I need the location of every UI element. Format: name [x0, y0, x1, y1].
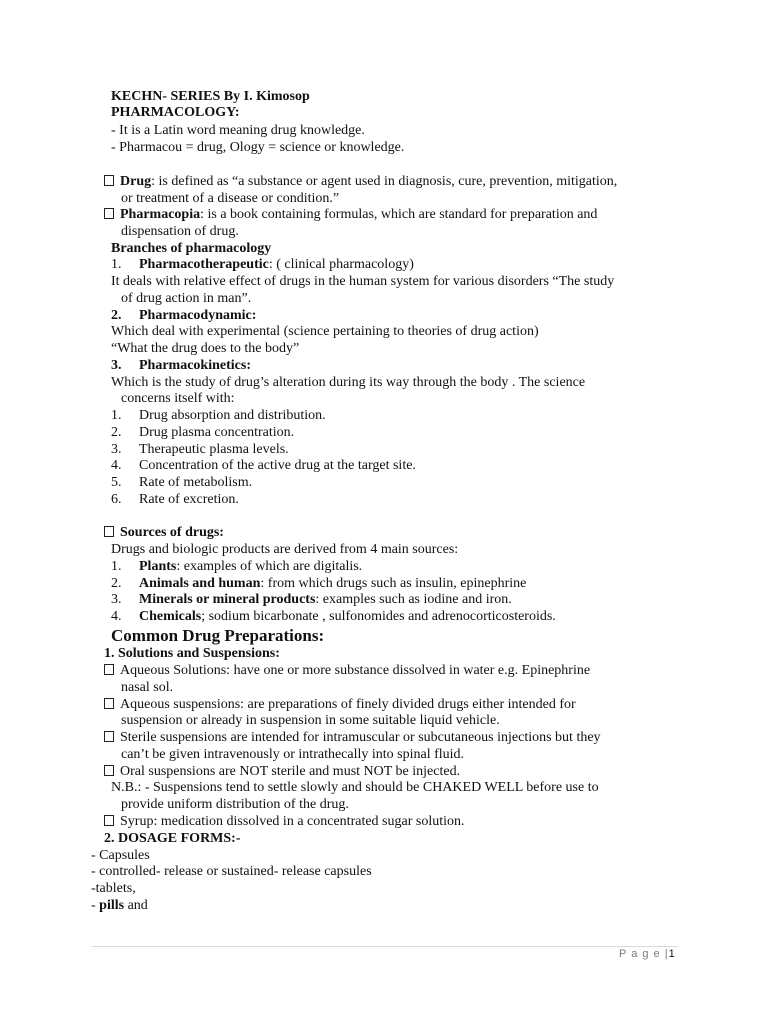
bullet-item: Sterile suspensions are intended for intramuscular or subcutaneous injections but they: [104, 729, 601, 746]
subheading: 1. Solutions and Suspensions:: [104, 646, 280, 661]
numbered-item: 4. Concentration of the active drug at the target site.: [111, 458, 416, 473]
bullet-box-icon: [104, 664, 114, 675]
list-item: - pills and: [91, 898, 148, 913]
page-footer: P a g e |1: [619, 948, 675, 960]
section-title: PHARMACOLOGY:: [111, 105, 240, 120]
footer-divider: [92, 946, 678, 947]
text-line: It deals with relative effect of drugs in the human system for various disorders “The study: [111, 274, 615, 289]
text-line: Which deal with experimental (science pertaining to theories of drug action): [111, 324, 539, 339]
text-line: N.B.: - Suspensions tend to settle slowly and should be CHAKED WELL before use to: [111, 780, 599, 795]
bullet-box-icon: [104, 175, 114, 186]
bullet-item: Oral suspensions are NOT sterile and must NOT be injected.: [104, 763, 460, 780]
numbered-item: 5. Rate of metabolism.: [111, 475, 253, 490]
numbered-item: 3. Therapeutic plasma levels.: [111, 442, 289, 457]
list-item: - controlled- release or sustained- release capsules: [91, 864, 372, 879]
document-header: KECHN- SERIES By I. Kimosop: [111, 89, 310, 104]
text-line: can’t be given intravenously or intrathecally into spinal fluid.: [121, 747, 465, 762]
text-line: dispensation of drug.: [121, 224, 239, 239]
numbered-item: 3. Pharmacokinetics:: [111, 358, 251, 373]
numbered-item: 2. Animals and human: from which drugs such as insulin, epinephrine: [111, 576, 527, 591]
bullet-box-icon: [104, 698, 114, 709]
bullet-item: Pharmacopia: is a book containing formulas, which are standard for preparation and: [104, 206, 597, 223]
text-line: or treatment of a disease or condition.”: [121, 191, 340, 206]
text-line: “What the drug does to the body”: [111, 341, 300, 356]
subheading: Branches of pharmacology: [111, 241, 272, 256]
text-line: nasal sol.: [121, 680, 174, 695]
text-line: Which is the study of drug’s alteration during its way through the body . The science: [111, 375, 586, 390]
bullet-box-icon: [104, 526, 114, 537]
text-line: concerns itself with:: [121, 391, 235, 406]
text-line: of drug action in man”.: [121, 291, 252, 306]
bullet-item: Syrup: medication dissolved in a concentrated sugar solution.: [104, 813, 464, 830]
numbered-item: 3. Minerals or mineral products: examples such as iodine and iron.: [111, 592, 512, 607]
text-line: - Pharmacou = drug, Ology = science or knowledge.: [111, 140, 405, 155]
list-item: -tablets,: [91, 881, 136, 896]
bullet-item: Drug: is defined as “a substance or agent used in diagnosis, cure, prevention, mitigation,: [104, 173, 617, 190]
bullet-item: Aqueous Solutions: have one or more substance dissolved in water e.g. Epinephrine: [104, 662, 590, 679]
section-heading: Common Drug Preparations:: [111, 626, 325, 645]
numbered-item: 2. Drug plasma concentration.: [111, 425, 295, 440]
page-number: 1: [668, 948, 675, 960]
bullet-item: Sources of drugs:: [104, 524, 224, 541]
text-line: - It is a Latin word meaning drug knowledge.: [111, 123, 365, 138]
bullet-box-icon: [104, 731, 114, 742]
text-line: provide uniform distribution of the drug.: [121, 797, 349, 812]
list-item: - Capsules: [91, 848, 150, 863]
numbered-item: 1. Pharmacotherapeutic: ( clinical pharmacology): [111, 257, 414, 272]
bullet-item: Aqueous suspensions: are preparations of finely divided drugs either intended for: [104, 696, 576, 713]
numbered-item: 4. Chemicals; sodium bicarbonate , sulfonomides and adrenocorticosteroids.: [111, 609, 556, 624]
bullet-box-icon: [104, 765, 114, 776]
numbered-item: 2. Pharmacodynamic:: [111, 308, 257, 323]
bullet-box-icon: [104, 815, 114, 826]
numbered-item: 6. Rate of excretion.: [111, 492, 239, 507]
numbered-item: 1. Drug absorption and distribution.: [111, 408, 326, 423]
bullet-box-icon: [104, 208, 114, 219]
subheading: 2. DOSAGE FORMS:-: [104, 831, 241, 846]
text-line: suspension or already in suspension in some suitable liquid vehicle.: [121, 713, 500, 728]
numbered-item: 1. Plants: examples of which are digitalis.: [111, 559, 363, 574]
text-line: Drugs and biologic products are derived from 4 main sources:: [111, 542, 459, 557]
